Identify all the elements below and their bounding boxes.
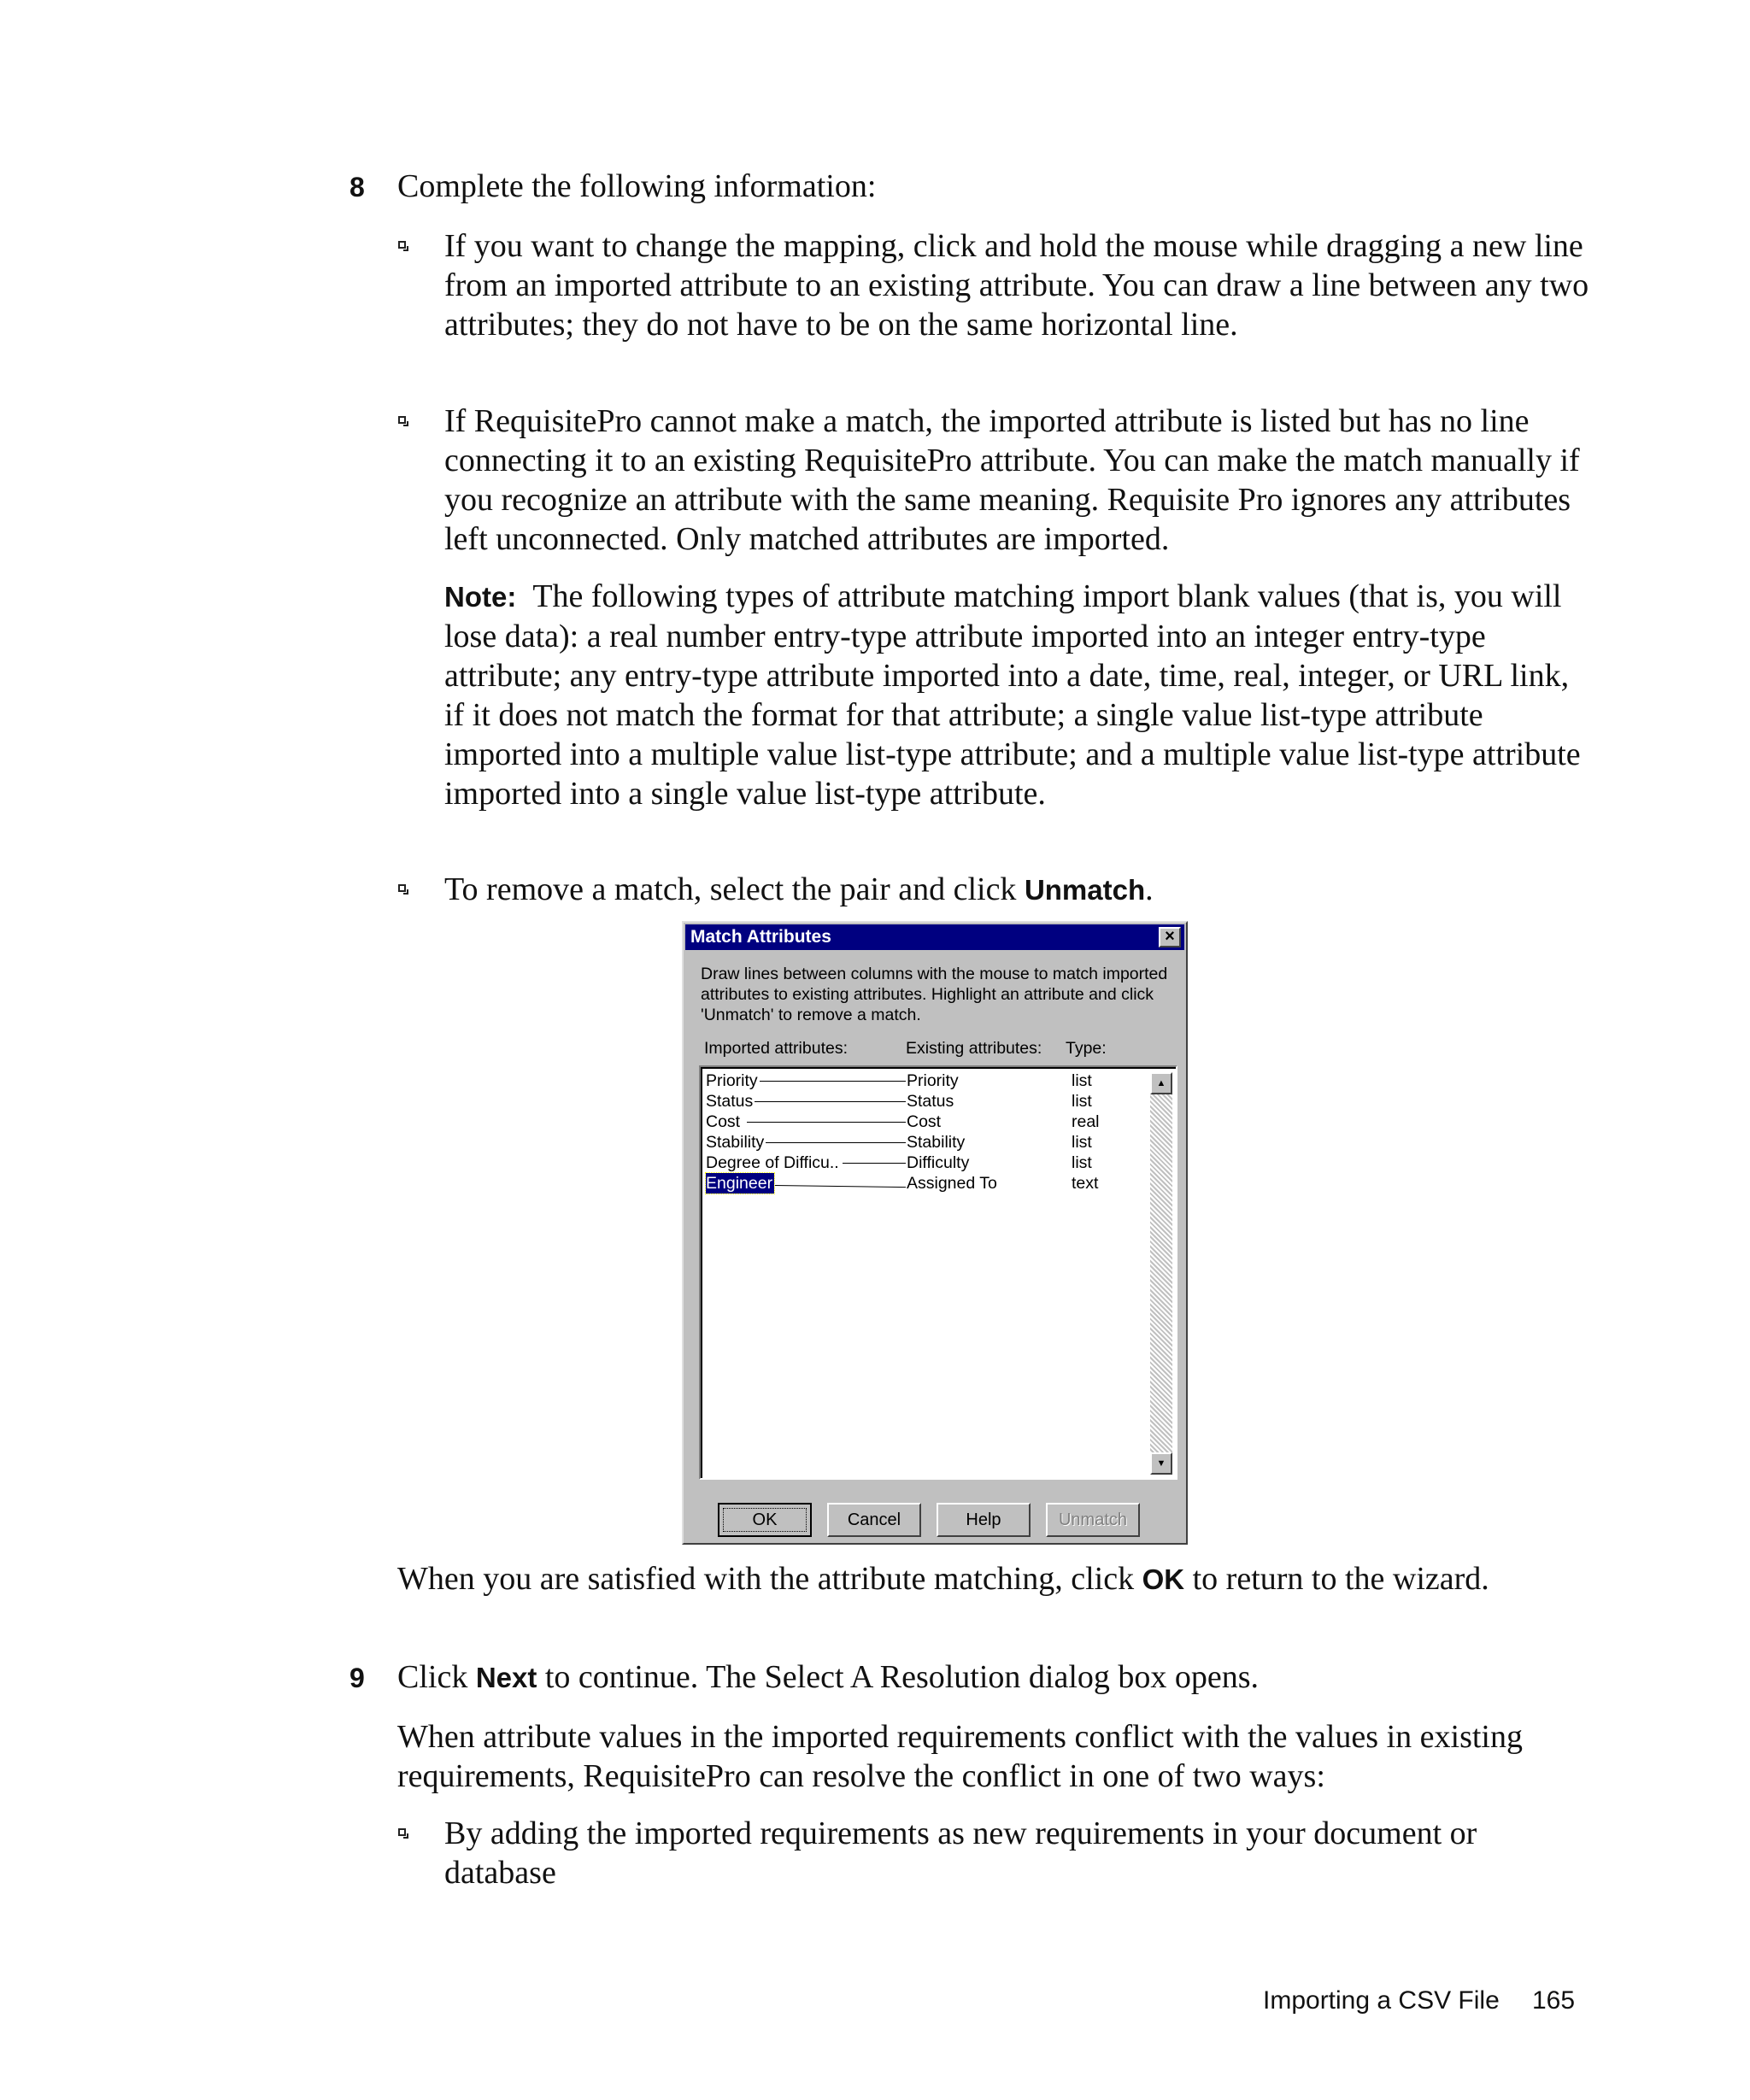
attribute-type: list xyxy=(1072,1133,1092,1152)
imported-attribute[interactable]: Cost xyxy=(706,1112,741,1131)
attribute-type: list xyxy=(1072,1071,1092,1090)
table-row[interactable] xyxy=(706,1091,1150,1112)
attribute-type: real xyxy=(1072,1112,1100,1131)
ok-button[interactable] xyxy=(718,1503,812,1537)
match-line xyxy=(747,1122,907,1123)
bullet-3-pre: To remove a match, select the pair and click xyxy=(444,871,1025,907)
attribute-type: text xyxy=(1072,1174,1099,1193)
step-8-bullet-1: If you want to change the mapping, click and hold the mouse while dragging a new line from an imported attribute to an existing attribute. You can draw a line between any two attributes; they do not have to be on the same horizontal line. xyxy=(444,228,1589,343)
bullet-marker xyxy=(398,884,406,892)
dialog-title: Match Attributes xyxy=(690,927,831,947)
step-9-text xyxy=(397,1657,1594,1698)
dialog-titlebar xyxy=(685,924,1184,950)
step-9-bullet-1: By adding the imported requirements as new requirements in your document or database xyxy=(444,1816,1477,1891)
table-row[interactable] xyxy=(706,1132,1150,1153)
imported-attribute[interactable]: Priority xyxy=(706,1071,758,1090)
scroll-up-icon[interactable]: ▲ xyxy=(1150,1072,1172,1094)
scroll-down-icon[interactable]: ▼ xyxy=(1150,1452,1172,1475)
step-9-post: to continue. The Select A Resolution dialog box opens. xyxy=(537,1659,1260,1695)
step-number-8: 8 xyxy=(349,172,365,202)
attribute-type: list xyxy=(1072,1092,1092,1111)
dialog-description: Draw lines between columns with the mouse to match imported attributes to existing attributes. Highlight an attribute and click 'Unmatch' to remove a match. xyxy=(701,965,1168,1024)
match-line xyxy=(754,1101,907,1102)
existing-attribute[interactable]: Difficulty xyxy=(907,1153,970,1172)
step-8-bullet-3 xyxy=(444,870,1594,910)
ok-keyword: OK xyxy=(1142,1563,1185,1595)
match-line xyxy=(843,1163,907,1164)
existing-attribute[interactable]: Assigned To xyxy=(907,1174,997,1193)
table-row[interactable] xyxy=(706,1173,1150,1194)
note-label: Note: xyxy=(444,581,517,613)
unmatch-keyword: Unmatch xyxy=(1024,874,1146,906)
table-row[interactable] xyxy=(706,1153,1150,1173)
col-header-existing: Existing attributes: xyxy=(906,1039,1042,1058)
bullet-marker xyxy=(398,241,406,249)
match-line xyxy=(757,1081,907,1082)
bullet-marker xyxy=(398,1828,406,1836)
unmatch-button[interactable]: Unmatch xyxy=(1046,1503,1140,1537)
col-header-type: Type: xyxy=(1066,1039,1107,1058)
after-pre: When you are satisfied with the attribute matching, click xyxy=(397,1561,1142,1597)
footer-section-title: Importing a CSV File xyxy=(1263,1986,1500,2015)
match-line xyxy=(766,1142,907,1143)
existing-attribute[interactable]: Status xyxy=(907,1092,954,1111)
existing-attribute[interactable]: Priority xyxy=(907,1071,959,1090)
table-row[interactable] xyxy=(706,1071,1150,1091)
step-8-bullet-2: If RequisitePro cannot make a match, the imported attribute is listed but has no line connecting it to an existing RequisitePro attribute. You can make the match manually if you recognize an attribute with the same meaning. Requisite Pro ignores any attributes left unconnected. Only matched attributes are imported. xyxy=(444,403,1580,557)
vertical-scrollbar[interactable] xyxy=(1150,1072,1172,1475)
match-line xyxy=(774,1185,907,1188)
after-post: to return to the wizard. xyxy=(1184,1561,1489,1597)
ok-button-label: OK xyxy=(752,1510,778,1529)
cancel-button[interactable]: Cancel xyxy=(827,1503,921,1537)
imported-attribute-selected[interactable]: Engineer xyxy=(706,1174,773,1193)
after-dialog-paragraph xyxy=(397,1559,1534,1599)
match-attributes-dialog xyxy=(682,921,1188,1545)
next-keyword: Next xyxy=(475,1662,537,1693)
step-number-9: 9 xyxy=(349,1663,365,1693)
col-header-imported: Imported attributes: xyxy=(704,1039,848,1058)
step-9-paragraph: When attribute values in the imported requirements conflict with the values in existing requirements, RequisitePro can resolve the conflict in one of two ways: xyxy=(397,1719,1523,1794)
help-button[interactable]: Help xyxy=(937,1503,1031,1537)
attribute-list[interactable] xyxy=(699,1065,1177,1480)
bullet-marker xyxy=(398,416,406,424)
attribute-type: list xyxy=(1072,1153,1092,1172)
existing-attribute[interactable]: Cost xyxy=(907,1112,942,1131)
note-paragraph xyxy=(444,577,1594,813)
imported-attribute[interactable]: Status xyxy=(706,1092,754,1111)
close-icon[interactable]: × xyxy=(1159,927,1181,947)
page-number: 165 xyxy=(1532,1986,1576,2015)
note-text: The following types of attribute matching import blank values (that is, you will lose data): a real number entry-type attribute imported into an integer entry-type attribute; any entry-type attribute imported into a date, time, real, integer, or URL link, if it does not match the format for that attribute; a single value list-type attribute imported into a multiple value list-type attribute; and a multiple value list-type attribute imported into a single value list-type attribute. xyxy=(444,578,1581,812)
existing-attribute[interactable]: Stability xyxy=(907,1133,966,1152)
step-8-intro: Complete the following information: xyxy=(397,168,877,204)
step-9-pre: Click xyxy=(397,1659,476,1695)
imported-attribute[interactable]: Degree of Difficu.. xyxy=(706,1153,839,1172)
table-row[interactable] xyxy=(706,1112,1150,1132)
imported-attribute[interactable]: Stability xyxy=(706,1133,765,1152)
bullet-3-post: . xyxy=(1145,871,1154,907)
